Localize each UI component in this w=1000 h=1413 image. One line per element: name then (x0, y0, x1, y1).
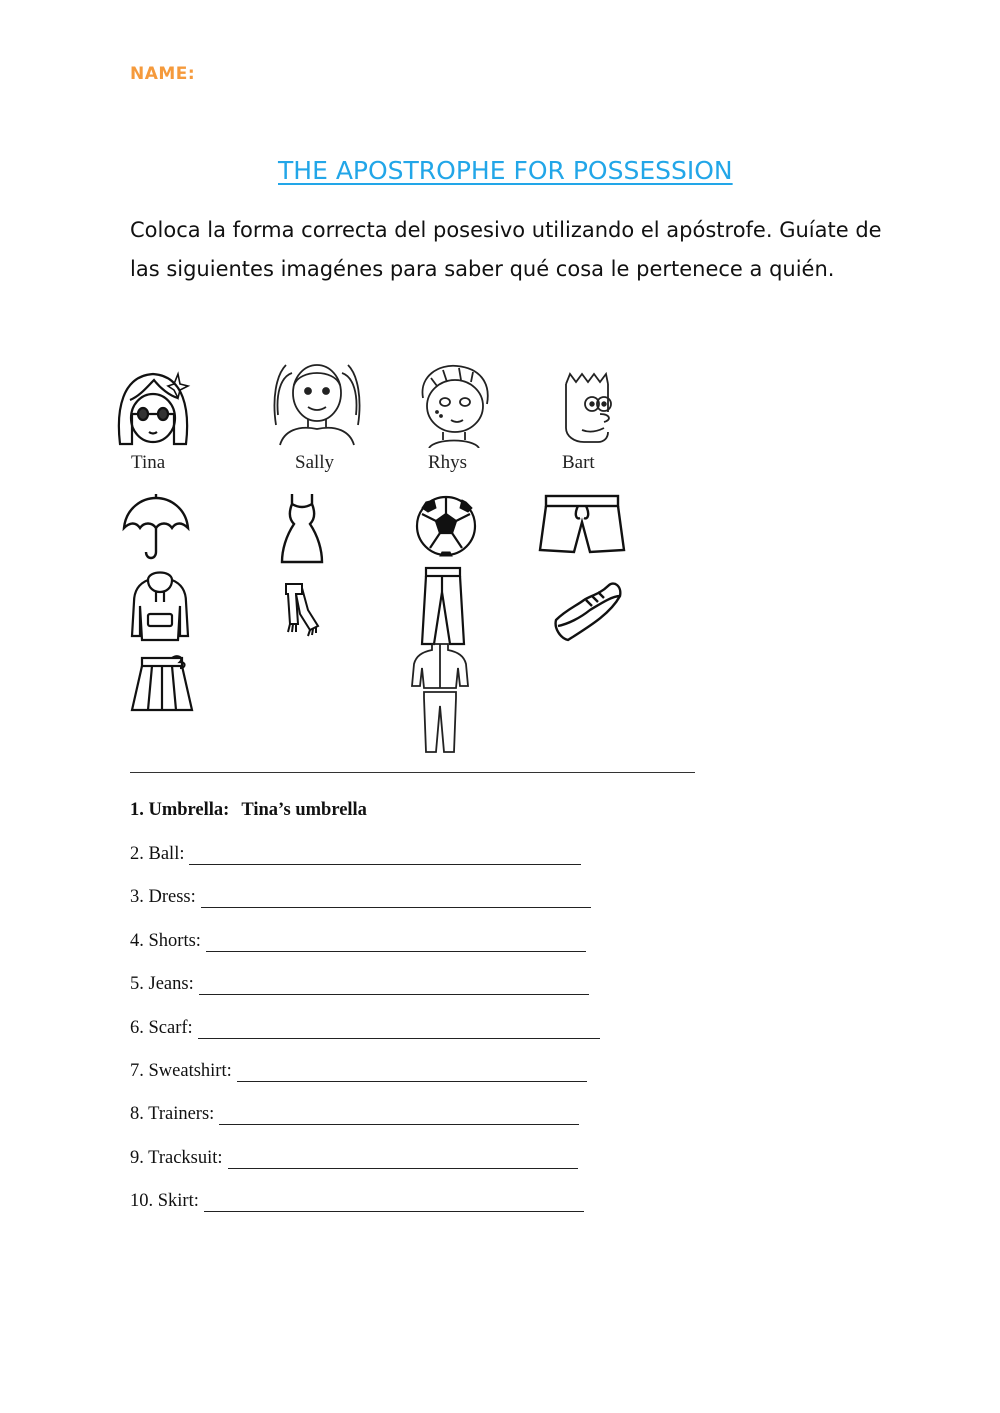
question-row (130, 974, 589, 995)
question-row (130, 1018, 600, 1039)
bart-face-icon (558, 372, 620, 446)
page-title: THE APOSTROPHE FOR POSSESSION (278, 156, 733, 185)
dress-icon (276, 490, 328, 568)
instructions-line-2: las siguientes imagénes para saber qué cosa le pertenece a quién. (130, 257, 835, 281)
question-label: 9. Tracksuit: (130, 1148, 223, 1168)
shorts-icon (538, 492, 626, 556)
sweatshirt-icon (126, 566, 194, 644)
jeans-icon (420, 564, 466, 648)
ball-icon (414, 494, 478, 558)
question-row (130, 1191, 584, 1212)
instructions-line-1: Coloca la forma correcta del posesivo utilizando el apóstrofe. Guíate de (130, 218, 882, 242)
example-answer: Tina’s umbrella (241, 800, 367, 820)
answer-blank[interactable] (189, 848, 581, 865)
question-label: 6. Scarf: (130, 1018, 193, 1038)
name-label: NAME: (130, 64, 196, 84)
sally-face-icon (270, 355, 364, 447)
scarf-icon (280, 580, 328, 638)
section-divider (130, 772, 695, 773)
trainer-icon (550, 578, 624, 646)
answer-blank[interactable] (198, 1022, 600, 1039)
question-row (130, 1061, 587, 1082)
skirt-icon (128, 654, 196, 716)
umbrella-icon (120, 492, 192, 562)
answer-blank[interactable] (237, 1065, 587, 1082)
question-label: 4. Shorts: (130, 931, 201, 951)
tina-face-icon (112, 370, 194, 448)
question-row (130, 1104, 579, 1125)
answer-blank[interactable] (206, 935, 586, 952)
question-label: 8. Trainers: (130, 1104, 215, 1124)
answer-blank[interactable] (228, 1152, 578, 1169)
question-row (130, 844, 581, 865)
answer-blank[interactable] (201, 891, 591, 908)
question-label: 10. Skirt: (130, 1191, 199, 1211)
rhys-face-icon (413, 362, 495, 448)
example-label: 1. Umbrella: (130, 800, 230, 820)
person-name-tina: Tina (131, 452, 166, 473)
question-label: 3. Dress: (130, 887, 196, 907)
tracksuit-icon (410, 640, 470, 756)
person-name-bart: Bart (562, 452, 595, 473)
example-question (130, 800, 367, 821)
person-name-rhys: Rhys (428, 452, 468, 473)
question-row (130, 1148, 578, 1169)
person-name-sally: Sally (295, 452, 335, 473)
answer-blank[interactable] (219, 1108, 579, 1125)
question-label: 2. Ball: (130, 844, 185, 864)
instructions (130, 211, 930, 289)
question-row (130, 887, 591, 908)
question-label: 7. Sweatshirt: (130, 1061, 232, 1081)
answer-blank[interactable] (204, 1195, 584, 1212)
question-label: 5. Jeans: (130, 974, 194, 994)
question-row (130, 931, 586, 952)
answer-blank[interactable] (199, 978, 589, 995)
